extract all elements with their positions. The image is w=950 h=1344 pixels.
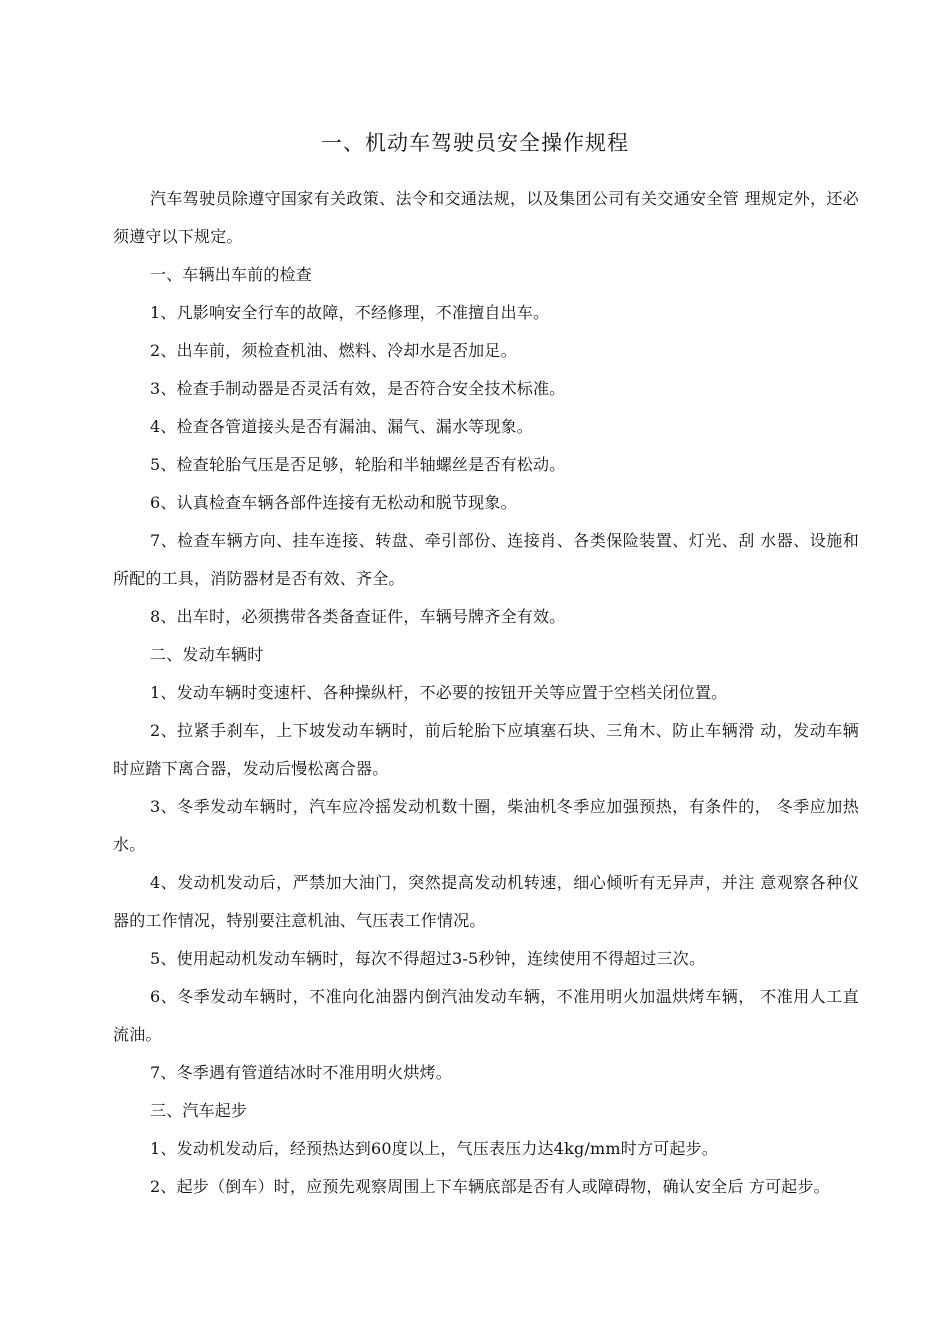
list-item: 5、使用起动机发动车辆时，每次不得超过3-5秒钟，连续使用不得超过三次。 (150, 949, 706, 968)
list-item: 2、出车前，须检查机油、燃料、冷却水是否加足。 (150, 341, 517, 360)
list-item: 7、冬季遇有管道结冰时不准用明火烘烤。 (150, 1063, 452, 1082)
list-item: 6、冬季发动车辆时，不准向化油器内倒汽油发动车辆，不准用明火加温烘烤车辆， 不准用人工直流油。 (113, 987, 859, 1044)
list-item: 2、起步（倒车）时，应预先观察周围上下车辆底部是否有人或障碍物，确认安全后 方可起步。 (150, 1177, 830, 1196)
list-item: 7、检查车辆方向、挂车连接、转盘、牵引部份、连接肖、各类保险装置、灯光、刮 水器、设施和所配的工具，消防器材是否有效、齐全。 (113, 531, 859, 588)
list-item: 3、冬季发动车辆时，汽车应冷摇发动机数十圈，柴油机冬季应加强预热，有条件的， 冬季应加热水。 (113, 797, 859, 854)
list-item: 1、发动车辆时变速杆、各种操纵杆，不必要的按钮开关等应置于空档关闭位置。 (150, 683, 728, 702)
intro-paragraph: 汽车驾驶员除遵守国家有关政策、法令和交通法规，以及集团公司有关交通安全管 理规定外，还必须遵守以下规定。 (113, 189, 859, 246)
section-heading: 二、发动车辆时 (150, 645, 264, 664)
list-item: 4、发动机发动后，严禁加大油门，突然提高发动机转速，细心倾听有无异声，并注 意观察各种仪器的工作情况，特别要注意机油、气压表工作情况。 (113, 873, 859, 930)
list-item: 8、出车时，必须携带各类备查证件，车辆号牌齐全有效。 (150, 607, 566, 626)
list-item: 3、检查手制动器是否灵活有效，是否符合安全技术标准。 (150, 379, 566, 398)
section-heading: 三、汽车起步 (150, 1101, 248, 1120)
document-title: 一、机动车驾驶员安全操作规程 (321, 131, 629, 155)
section-heading: 一、车辆出车前的检查 (150, 265, 313, 284)
list-item: 4、检查各管道接头是否有漏油、漏气、漏水等现象。 (150, 417, 533, 436)
list-item: 1、发动机发动后，经预热达到60度以上，气压表压力达4kg/mm时方可起步。 (150, 1139, 718, 1158)
document-body (113, 180, 859, 1200)
list-item: 6、认真检查车辆各部件连接有无松动和脱节现象。 (150, 493, 517, 512)
list-item: 5、检查轮胎气压是否足够，轮胎和半轴螺丝是否有松动。 (150, 455, 566, 474)
list-item: 2、拉紧手刹车，上下坡发动车辆时，前后轮胎下应填塞石块、三角木、防止车辆滑 动，发动车辆时应踏下离合器，发动后慢松离合器。 (113, 721, 859, 778)
list-item: 1、凡影响安全行车的故障，不经修理，不准擅自出车。 (150, 303, 550, 322)
